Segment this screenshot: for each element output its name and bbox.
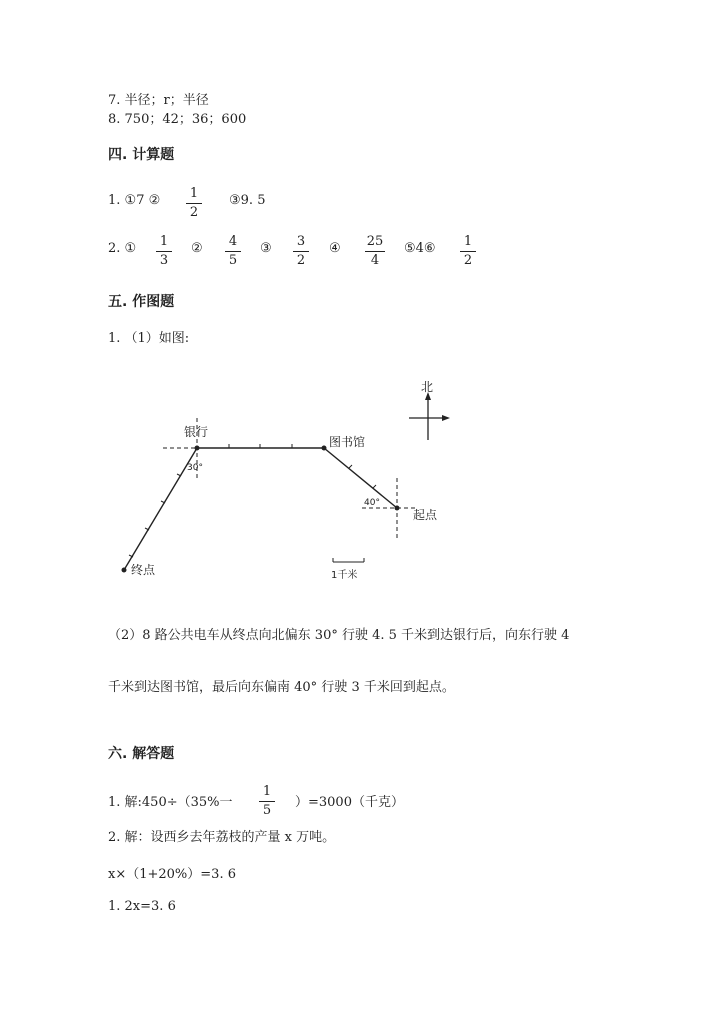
- word-q2-line2: x×（1+20%）=3. 6: [108, 867, 236, 882]
- word-q1-suffix: ）=3000（千克）: [295, 795, 404, 810]
- scale-bar: [333, 558, 364, 562]
- start-angle-label: 40°: [364, 498, 380, 508]
- route-library-to-start: [324, 448, 397, 508]
- drawing-q1-intro: 1. （1）如图:: [108, 331, 190, 346]
- library-label: 图书馆: [329, 435, 366, 449]
- end-point: [122, 568, 127, 573]
- calc-q2-marker-2: ②: [191, 241, 203, 256]
- fraction-denominator: 5: [262, 803, 272, 818]
- start-label: 起点: [413, 508, 438, 522]
- answer-line-7: 7. 半径；r；半径: [108, 93, 209, 108]
- calc-q2-marker-3: ③: [260, 241, 272, 256]
- word-q1-prefix: 1. 解:450÷（35%一: [108, 795, 233, 810]
- scale-ticks-southeast: [349, 465, 376, 488]
- fraction-denominator: 3: [159, 253, 169, 268]
- library-point: [322, 446, 327, 451]
- fraction-bar: [259, 801, 275, 802]
- fraction-numerator: 4: [228, 234, 238, 249]
- bank-angle-label: 30°: [187, 463, 203, 473]
- bank-point: [195, 446, 200, 451]
- fraction-numerator: 1: [189, 186, 199, 201]
- calc-q2-prefix: 2. ①: [108, 241, 137, 256]
- compass-north-label: 北: [421, 380, 434, 394]
- fraction-denominator: 2: [463, 253, 473, 268]
- start-point: [395, 506, 400, 511]
- answer-line-8: 8. 750；42；36；600: [108, 112, 247, 127]
- fraction-numerator: 1: [262, 784, 272, 799]
- fraction-numerator: 25: [366, 234, 384, 249]
- fraction-numerator: 1: [159, 234, 169, 249]
- word-q2-line3: 1. 2x=3. 6: [108, 899, 176, 914]
- section-heading-calculation: 四. 计算题: [108, 147, 175, 163]
- word-q1-fraction: [257, 785, 277, 817]
- calc-q1-suffix: ③9. 5: [229, 193, 266, 208]
- scale-bar-label: 1千米: [331, 570, 358, 581]
- calc-q2-marker-5-6: ⑤4⑥: [404, 241, 436, 256]
- fraction-denominator: 5: [228, 253, 238, 268]
- section-heading-word-problems: 六. 解答题: [108, 746, 175, 762]
- word-q2-line1: 2. 解：设西乡去年荔枝的产量 x 万吨。: [108, 830, 336, 845]
- drawing-q1-part2-line1: （2）8 路公共电车从终点向北偏东 30° 行驶 4. 5 千米到达银行后，向东行驶 4: [108, 628, 570, 643]
- section-heading-drawing: 五. 作图题: [108, 294, 175, 310]
- end-label: 终点: [131, 563, 156, 577]
- compass-north-icon: [409, 392, 450, 440]
- calc-q2-marker-4: ④: [329, 241, 341, 256]
- bank-label: 银行: [184, 425, 209, 439]
- fraction-denominator: 2: [189, 205, 199, 220]
- fraction-numerator: 3: [296, 234, 306, 249]
- fraction-denominator: 2: [296, 253, 306, 268]
- fraction-numerator: 1: [463, 234, 473, 249]
- drawing-q1-part2-line2: 千米到达图书馆，最后向东偏南 40° 行驶 3 千米回到起点。: [108, 680, 455, 695]
- fraction-denominator: 4: [370, 253, 380, 268]
- calc-q1-prefix: 1. ①7 ②: [108, 193, 161, 208]
